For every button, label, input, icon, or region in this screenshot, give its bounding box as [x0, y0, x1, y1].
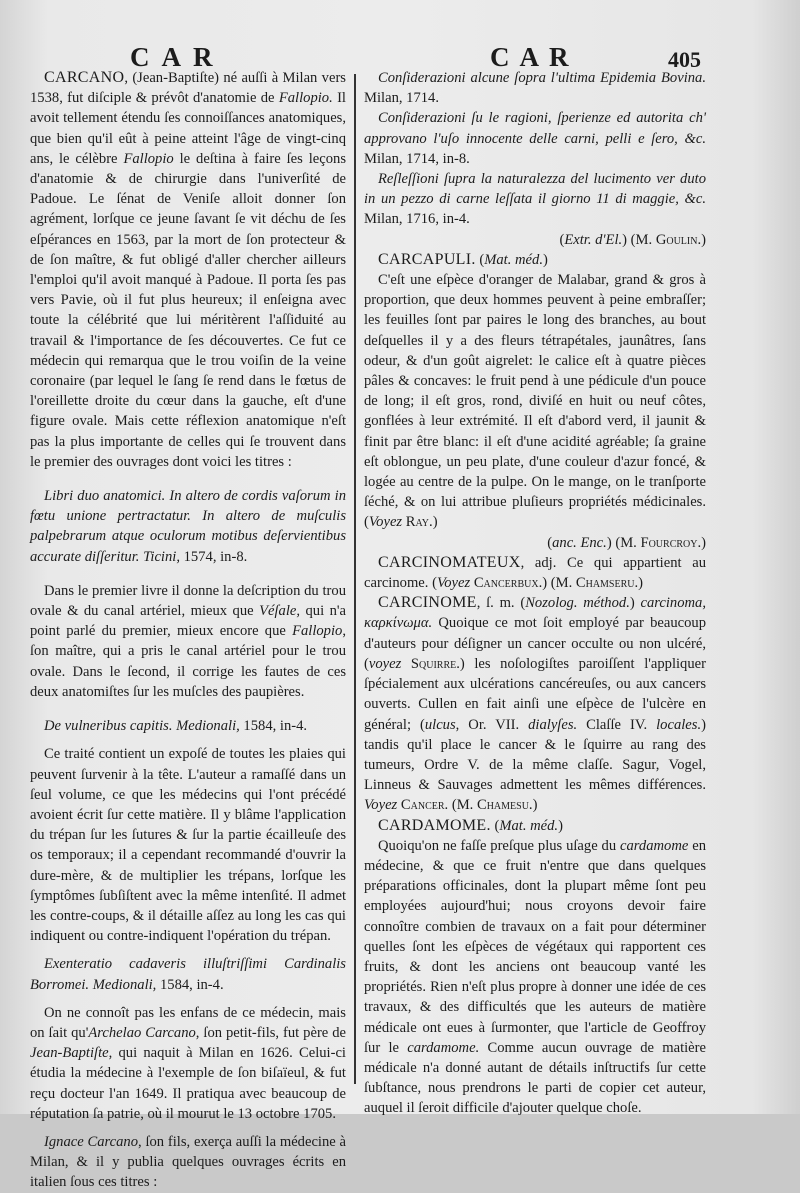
column-divider — [354, 74, 356, 1084]
entry-title-carcinome: CARCINOME — [378, 594, 477, 612]
work-title-libri: Libri duo anatomici. In altero de cordis vaſorum in fœtu unione pertractatur. In altero de muſculis palpebrarum atque oculorum motibus deſervientibus accurate diſſeritur. Ticini, 1574, in-8. — [30, 488, 346, 565]
paragraph-enfans: On ne connoît pas les enfans de ce médecin, mais on ſait qu'Archelao Carcano, ſon petit-fils, fut père de Jean-Baptiſte, qui naquit à Milan en 1626. Celui-ci étudia la médecine à l'exemple de ſon biſaïeul, & fut reçu docteur l'an 1649. Il pratiqua avec beaucoup de réputation ſa patrie, où il mourut le 13 octobre 1705. — [30, 1004, 347, 1122]
work-title-considerazioni: Conſiderazioni ſu le ragioni, ſperienze ed autorita ch' approvano l'uſo innocente delle carni, pelli e ſero, &c. Milan, 1714, in-8. — [364, 110, 706, 167]
entry-carcinomateux: CARCINOMATEUX, adj. Ce qui appartient au carcinome. (Voyez Cancerbux.) (M. Chamseru.) — [364, 553, 706, 592]
running-head-left: CAR — [130, 42, 225, 72]
carcano-paragraph: CARCANO, (Jean-Baptiſte) né auſſi à Milan vers 1538, fut diſciple & prévôt d'anatomie de Fallopio. Il avoit tellement étendu ſes connoiſſances anatomiques, que bien qu'il eût à peine atteint l'âge de vingt-cinq ans, le célèbre Fallopio le deſtina à faire ſes leçons d'anatomie & de chirurgie dans l'univerſité de Padoue. Le ſénat de Veniſe alloit donner ſon agrément, lorſque ce jeune ſavant ſe vit déchu de ſes eſpérances en 1563, par la mort de ſon protecteur & de ſon maître, & fut obligé d'aller chercher ailleurs l'emploi qu'il avoit manqué à Padoue. Il porta ſes pas vers Pavie, où il fut plus heureux; il enſeigna avec toute la célébrité que lui méritèrent l'aſſiduité au travail & l'importance de ſes découvertes. Ce fut ce médecin qui remarqua que le trou voiſin de la veine coronaire (par lequel le ſang ſe rend dans le fœtus de l'oreillette droite du cœur dans la gauche, eſt d'une figure ovale. Mais cette réflexion anatomique n'eſt pas la plus importante de celles qui ſe trouvent dans le premier des ouvrages dont voici les titres : — [30, 69, 347, 470]
entry-title-carcano: CARCANO — [44, 69, 125, 86]
right-column — [364, 68, 706, 1119]
carcapuli-body: C'eſt une eſpèce d'oranger de Malabar, grand & gros à proportion, que deux hommes peuvent à peine embraſſer; les feuilles ſont par paires le long des branches, au bout deſquelles il y a des fleurs tétrapétales, jaunâtres, ſans odeur, & d'un goût aigrelet: le calice eſt à quatre pièces pâles & concaves: le fruit pend à une pédicule d'un pouce de long; il eſt gros, rond, diviſé en huit ou neuf côtes, gonflées à leur extrémité. Il eſt d'abord verd, il jaunit & finit par être blanc: il eſt d'une acidité agréable; ſa graine eſt oblongue, un peu plate, d'une couleur d'azur foncé, & logée au centre de la pulpe. On le mange, on le tranſporte ſéché, & on lui attribue pluſieurs propriétés médicinales. (Voyez Ray.) — [364, 272, 706, 531]
entry-carcapuli: CARCAPULI. (Mat. méd.) — [378, 250, 548, 268]
work-title-vulneribus: De vulneribus capitis. Medionali, 1584, in-4. — [44, 718, 308, 735]
entry-carcinome: CARCINOME, ſ. m. (Nozolog. méthod.) carcinoma, καρκίνωμα. Quoique ce mot ſoit employé par beaucoup d'auteurs pour déſigner un cancer occulte ou non ulcéré, (voyez Squirre.) les noſologiſtes paroiſſent l'appliquer ſpécialement aux ulcérations cancéreuſes, ou aux cancers ouverts. Cullen en fait ainſi une eſpèce de l'ulcère en général; (ulcus, Or. VII. dialyſes. Claſſe IV. locales.) tandis qu'il place le cancer & le ſquirre au rang des tumeurs, Ordre V. de la même claſſe. Sagur, Vogel, Linneus & Sauvages admettent les mêmes différences. Voyez Cancer. (M. Chamesu.) — [364, 594, 706, 814]
paragraph-first-book: Dans le premier livre il donne la deſcription du trou ovale & du canal artériel, mieux que Véſale, qui n'a point parlé du premier, mieux encore que Fallopio, ſon maître, qui a pris le canal artériel pour le trou ovale. Dans le ſecond, il corrige les fautes de ces deux anatomiſtes ſur les muſcles des paupières. — [30, 582, 346, 700]
entry-title-cardamome: CARDAMOME. — [378, 816, 491, 834]
signature-fourcroy: (anc. Enc.) (M. Fourcroy.) — [547, 534, 706, 551]
work-title-reflessioni: Reſleſſioni ſupra la naturalezza del lucimento ver duto in un pezzo di carne leſſata il giorno 11 di maggie, &c. Milan, 1716, in-4. — [364, 171, 706, 228]
running-head-right: CAR — [490, 42, 579, 72]
page-number: 405 — [668, 47, 701, 72]
left-column — [30, 68, 346, 1193]
entry-title-carcapuli: CARCAPULI. — [378, 250, 476, 268]
cardamome-body: Quoiqu'on ne faſſe preſque plus uſage du cardamome en médecine, & que ce fruit n'entre que dans quelques préparations officinales, dont la plupart même ſont peu employées aujourd'hui; nous croyons devoir faire connoître combien de travaux on a fait pour déterminer quelles ſont les eſpèces de végétaux qui rapportent ces fruits, & dont les anciens ont beaucoup vanté les propriétés. Rien n'eſt plus propre à donner une idée de ces travaux, & des difficultés que les auteurs de matière médicale ont eues à ſurmonter, que l'article de Geoffroy ſur le cardamome. Comme aucun ouvrage de matière médicale n'a donné autant de détails inſtructifs ſur cette ſubſtance, nous prendrons le parti de copier cet auteur, auquel il ſeroit difficile d'ajouter quelque choſe. — [364, 837, 706, 1117]
work-title-epidemia: Conſiderazioni alcune ſopra l'ultima Epidemia Bovina. Milan, 1714. — [364, 70, 706, 107]
work-title-exenteratio: Exenteratio cadaveris illuſtriſſimi Cardinalis Borromei. Medionali, 1584, in-4. — [30, 956, 346, 993]
paragraph-ignace: Ignace Carcano, ſon fils, exerça auſſi la médecine à Milan, & il y publia quelques ouvrages écrits en italien ſous ces titres : — [30, 1133, 347, 1191]
signature-goulin: (Extr. d'El.) (M. Goulin.) — [559, 231, 706, 248]
paragraph-traite: Ce traité contient un expoſé de toutes les plaies qui peuvent ſurvenir à la tête. L'auteur a ramaſſé dans un ſeul volume, ce que les médecins qui l'ont précédé avoient écrit ſur cette matière. Il y blâme l'application du trépan ſur les ſutures & ſur la partie écailleuſe des os temporaux; il a cependant recommandé d'ouvrir la dure-mère, & de multiplier les trépans, lorſque les ſymptômes ſubſiſtent avec la même intenſité. Il admet les contre-coups, & il détaille aſſez au long les cas qui indiquent ou contre-indiquent l'opération du trépan. — [30, 746, 346, 945]
entry-cardamome: CARDAMOME. (Mat. méd.) — [378, 816, 563, 834]
entry-title-carcinomateux: CARCINOMATEUX — [378, 553, 521, 571]
